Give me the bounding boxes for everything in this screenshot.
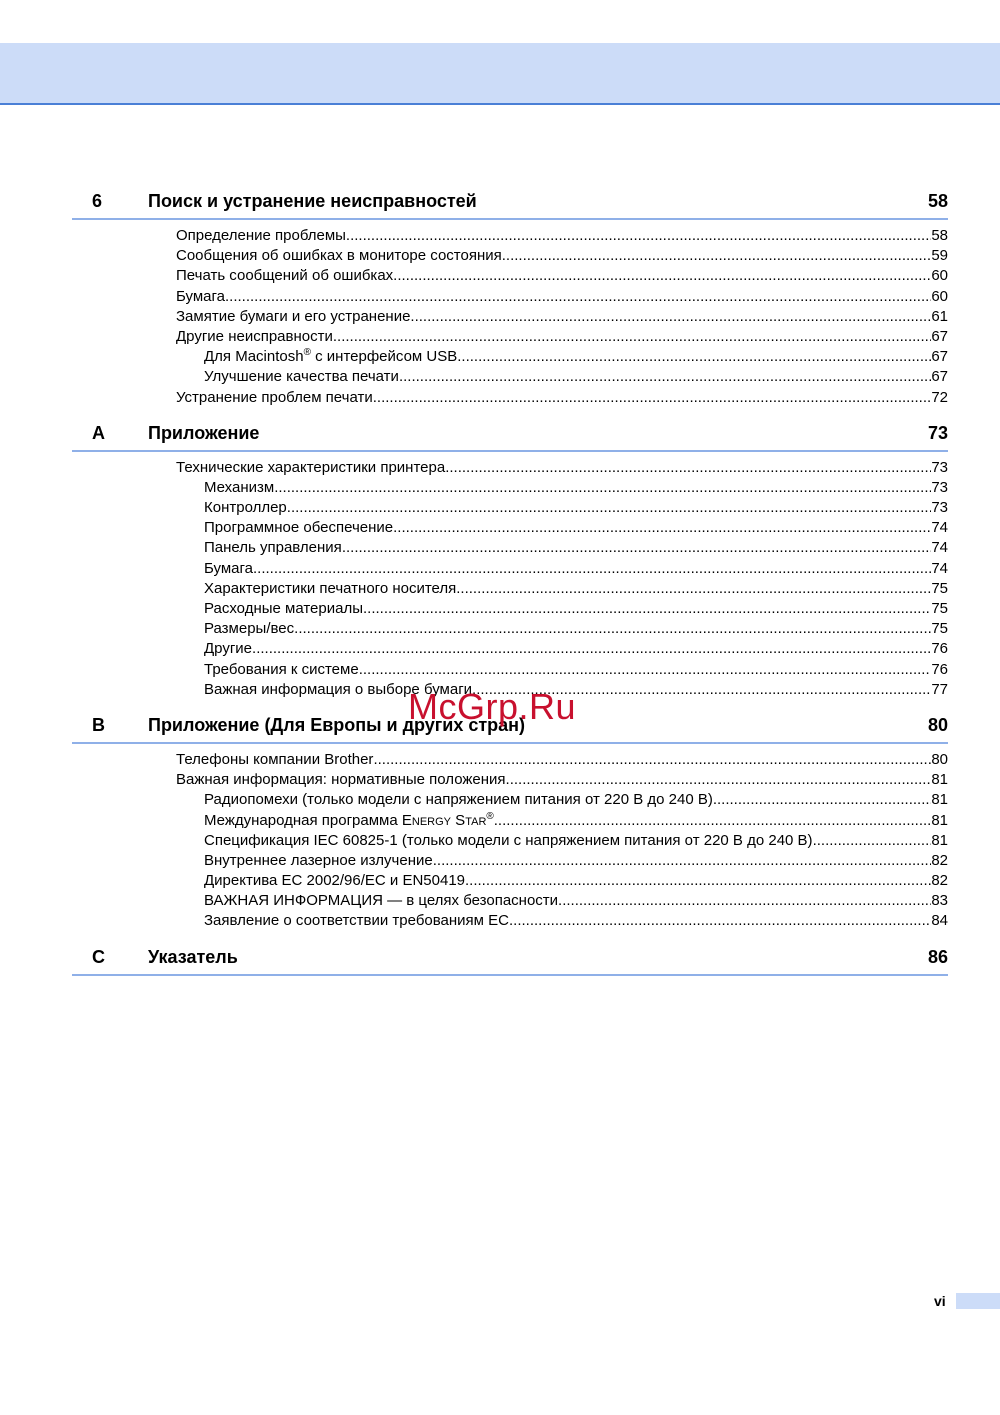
leader-dots (373, 388, 932, 408)
leader-dots (713, 790, 931, 810)
leader-dots (410, 307, 931, 327)
chapter-page: 73 (927, 422, 948, 443)
entry-label: Панель управления (204, 539, 342, 557)
entry-label: Характеристики печатного носителя (204, 579, 457, 597)
entry-label: Требования к системе (204, 660, 359, 678)
entry-label: Улучшение качества печати (204, 368, 399, 386)
leader-dots (465, 871, 931, 891)
entry-label: Технические характеристики принтера (176, 458, 446, 476)
toc-entry[interactable] (72, 599, 948, 619)
leader-dots (346, 226, 931, 246)
chapter-page: 80 (927, 714, 948, 735)
entry-label: Устранение проблем печати (176, 388, 373, 406)
page-corner-tab (956, 1293, 1000, 1309)
entry-page: 67 (931, 327, 948, 345)
leader-dots (399, 367, 931, 387)
entry-page: 61 (931, 307, 948, 325)
leader-dots (225, 287, 931, 307)
toc-entry[interactable] (72, 246, 948, 266)
chapter-title: Приложение (148, 422, 260, 443)
entry-label: ВАЖНАЯ ИНФОРМАЦИЯ — в целях безопасности (204, 892, 559, 910)
entry-label: Механизм (204, 478, 275, 496)
entry-page: 73 (931, 478, 948, 496)
entry-label (204, 811, 494, 831)
toc-entry[interactable] (72, 770, 948, 790)
entry-page: 67 (931, 368, 948, 386)
entry-page: 74 (931, 559, 948, 577)
toc-entry[interactable] (72, 478, 948, 498)
toc-entry[interactable] (72, 619, 948, 639)
entry-page: 81 (931, 831, 948, 849)
toc-entry[interactable] (72, 911, 948, 931)
toc-entry[interactable] (72, 790, 948, 810)
entry-label: Бумага (176, 287, 225, 305)
entry-label: Важная информация о выборе бумаги (204, 680, 473, 698)
entry-label: Бумага (204, 559, 253, 577)
entry-page: 72 (931, 388, 948, 406)
leader-dots (457, 347, 931, 367)
chapter-number: C (92, 946, 105, 967)
entry-page: 75 (931, 579, 948, 597)
toc-entry[interactable] (72, 871, 948, 891)
leader-dots (333, 327, 931, 347)
leader-dots (294, 619, 931, 639)
entry-page: 81 (931, 811, 948, 829)
entry-label: Важная информация: нормативные положения (176, 771, 506, 789)
entry-label-part: TAR (465, 815, 487, 828)
toc-entry[interactable] (72, 458, 948, 478)
chapter-title: Указатель (148, 946, 238, 967)
chapter-entries (72, 458, 948, 700)
watermark: McGrp.Ru (408, 686, 577, 727)
leader-dots (363, 599, 931, 619)
chapter-page: 86 (927, 946, 948, 967)
entry-page: 67 (931, 348, 948, 366)
toc-entry[interactable] (72, 891, 948, 911)
chapter-number: 6 (92, 191, 103, 211)
toc-entry[interactable] (72, 579, 948, 599)
entry-label: Заявление о соответствии требованиям ЕС (204, 912, 509, 930)
entry-page: 76 (931, 660, 948, 678)
entry-label-part: S (451, 811, 466, 829)
toc-entry[interactable] (72, 518, 948, 538)
chapter-number: B (92, 714, 105, 735)
entry-label-part: Международная программа E (204, 811, 412, 829)
entry-label-part: с интерфейсом USB (310, 348, 458, 366)
leader-dots (456, 579, 931, 599)
entry-label: Спецификация IEC 60825-1 (только модели с напряжением питания от 220 В до 240 В) (204, 831, 813, 849)
entry-page: 74 (931, 519, 948, 537)
entry-label-part: Для Macintosh (204, 348, 304, 366)
leader-dots (558, 891, 931, 911)
leader-dots (253, 559, 931, 579)
entry-label: Внутреннее лазерное излучение (204, 851, 433, 869)
entry-page: 76 (931, 640, 948, 658)
entry-page: 73 (931, 499, 948, 517)
chapter-heading[interactable] (72, 188, 948, 220)
leader-dots (359, 660, 932, 680)
entry-page: 60 (931, 287, 948, 305)
leader-dots (373, 750, 931, 770)
toc-entry[interactable] (72, 559, 948, 579)
chapter-heading[interactable] (72, 420, 948, 452)
chapter-title: Поиск и устранение неисправностей (148, 191, 477, 211)
chapter-heading[interactable] (72, 944, 948, 976)
registered-mark: ® (486, 810, 494, 822)
entry-page: 58 (931, 227, 948, 244)
leader-dots (813, 831, 932, 851)
entry-page: 77 (931, 680, 948, 698)
chapter-page: 58 (927, 191, 948, 211)
entry-label: Телефоны компании Brother (176, 750, 374, 768)
entry-label: Радиопомехи (только модели с напряжением питания от 220 В до 240 В) (204, 791, 713, 809)
entry-page: 60 (931, 267, 948, 285)
header-band (0, 43, 1000, 105)
entry-label (204, 347, 457, 367)
entry-page: 73 (931, 458, 948, 476)
table-of-contents (72, 188, 948, 982)
toc-entry[interactable] (72, 660, 948, 680)
toc-entry[interactable] (72, 226, 948, 246)
entry-label-part: NERGY (411, 815, 452, 828)
entry-page: 75 (931, 620, 948, 638)
leader-dots (494, 811, 932, 831)
toc-entry[interactable] (72, 831, 948, 851)
leader-dots (274, 478, 931, 498)
leader-dots (393, 266, 931, 286)
leader-dots (509, 911, 931, 931)
entry-page: 74 (931, 539, 948, 557)
entry-label: Сообщения об ошибках в мониторе состояния (176, 247, 502, 265)
leader-dots (252, 639, 931, 659)
entry-label: Директива ЕС 2002/96/EC и EN50419 (204, 872, 466, 890)
entry-page: 81 (931, 791, 948, 809)
entry-page: 80 (931, 750, 948, 768)
entry-label: Замятие бумаги и его устранение (176, 307, 411, 325)
entry-label: Размеры/вес (204, 620, 295, 638)
leader-dots (342, 538, 932, 558)
entry-page: 59 (931, 247, 948, 265)
chapter-entries (72, 750, 948, 932)
leader-dots (393, 518, 931, 538)
toc-entry[interactable] (72, 367, 948, 387)
entry-page: 82 (931, 872, 948, 890)
toc-entry[interactable] (72, 851, 948, 871)
entry-page: 75 (931, 600, 948, 617)
entry-label: Другие (204, 640, 253, 658)
leader-dots (506, 770, 932, 790)
toc-entry[interactable] (72, 750, 948, 770)
toc-entry[interactable] (72, 388, 948, 408)
entry-label: Другие неисправности (176, 327, 333, 345)
leader-dots (502, 246, 932, 266)
leader-dots (433, 851, 932, 871)
entry-label: Расходные материалы (204, 600, 363, 617)
chapter-title: Приложение (Для Европы и других стран) (148, 714, 526, 735)
toc-entry[interactable] (72, 639, 948, 659)
entry-label: Контроллер (204, 499, 287, 517)
toc-entry[interactable] (72, 327, 948, 347)
entry-label: Программное обеспечение (204, 519, 394, 537)
chapter-entries (72, 226, 948, 408)
chapter-number: A (92, 422, 105, 443)
entry-page: 82 (931, 851, 948, 869)
leader-dots (287, 498, 932, 518)
leader-dots (445, 458, 931, 478)
entry-page: 81 (931, 771, 948, 789)
toc-entry[interactable] (72, 287, 948, 307)
entry-page: 83 (931, 892, 948, 910)
entry-label: Определение проблемы (176, 227, 346, 244)
entry-label: Печать сообщений об ошибках (176, 267, 394, 285)
toc-entry[interactable] (72, 266, 948, 286)
page-number: vi (934, 1293, 946, 1309)
registered-mark: ® (303, 347, 311, 359)
toc-entry[interactable] (72, 307, 948, 327)
entry-page: 84 (931, 912, 948, 930)
toc-entry[interactable] (72, 347, 948, 367)
toc-entry[interactable] (72, 811, 948, 831)
toc-entry[interactable] (72, 538, 948, 558)
toc-entry[interactable] (72, 498, 948, 518)
